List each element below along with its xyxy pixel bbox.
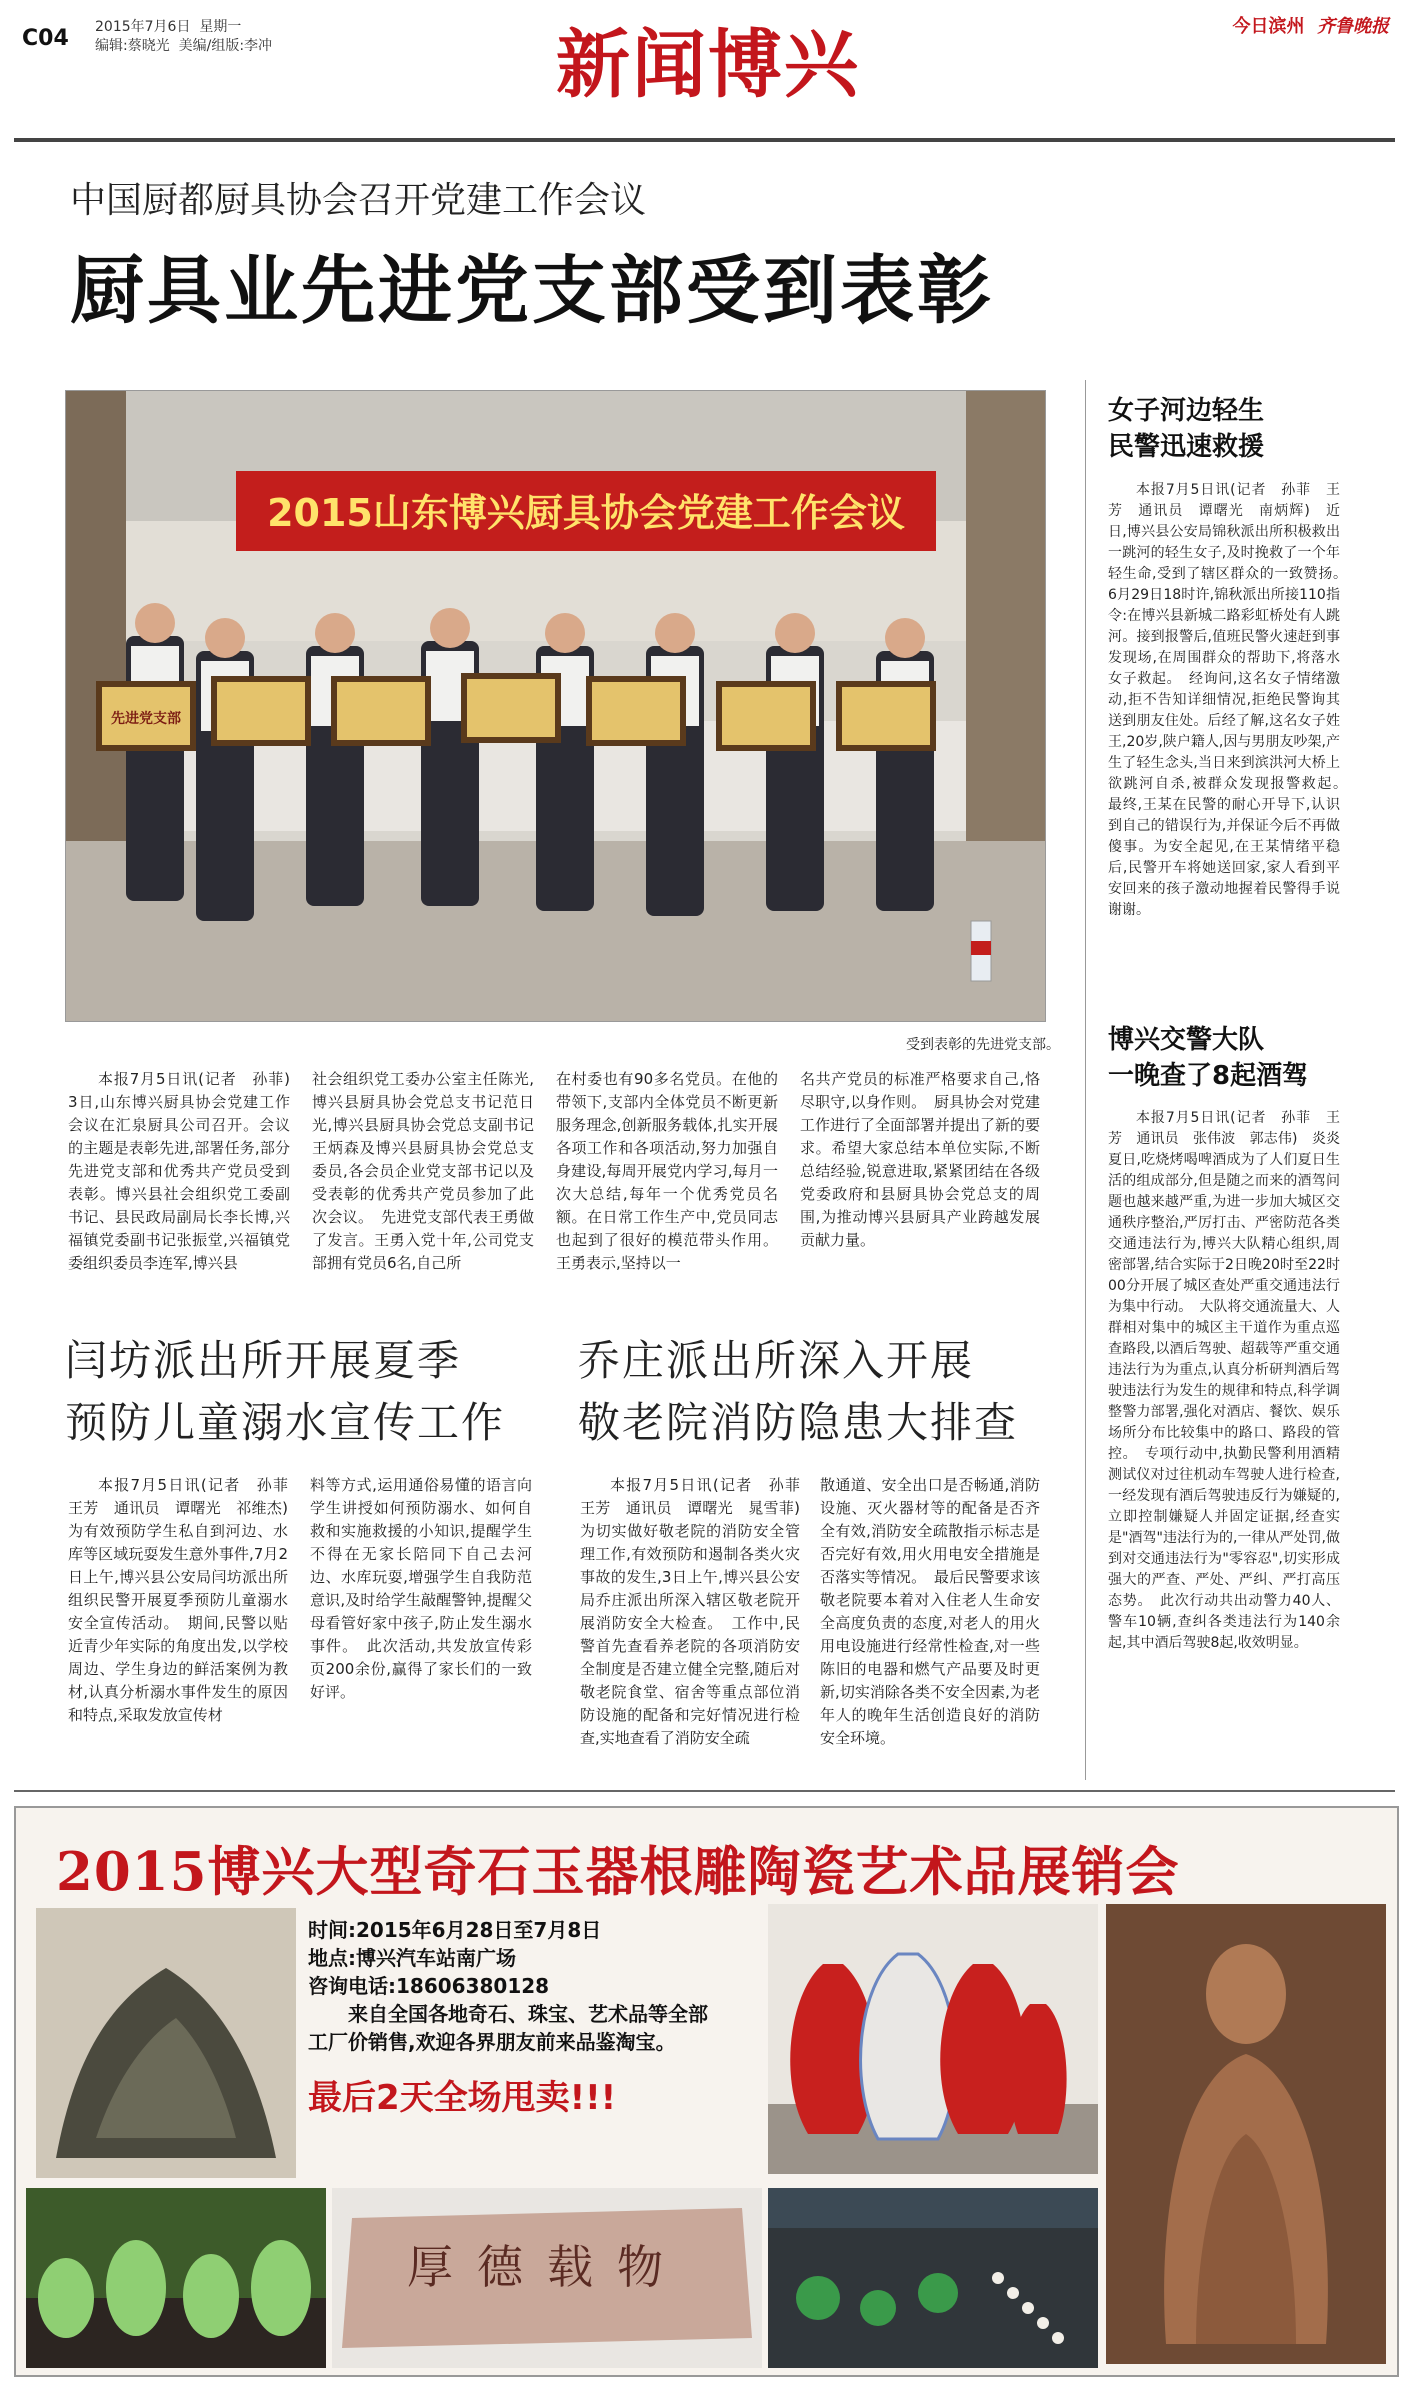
- side2-headline: 博兴交警大队 一晚查了8起酒驾: [1108, 1025, 1309, 1091]
- section-title: 新闻博兴: [556, 22, 860, 108]
- jade-carvings-image: [26, 2188, 326, 2368]
- wood-carving-image: [1106, 1904, 1386, 2364]
- art-editor: 美编/组版:李冲: [178, 38, 273, 54]
- story3-col-1: 本报7月5日讯(记者 孙菲 王芳 通讯员 谭曙光 晁雪菲) 为切实做好敬老院的消防安全管理工作,有效预防和遏制各类火灾事故的发生,3日上午,博兴县公安局乔庄派出所深入辖区敬老院开展消防安全大检查。 工作中,民警首先查看养老院的各项消防安全制度是否建立健全完整,随后对敬老院食堂、宿舍等重点部位消防设施的配备和完好情况进行检查,实地查看了消防安全疏: [580, 1476, 816, 1747]
- story2-col-1: 本报7月5日讯(记者 孙菲 王芳 通讯员 谭曙光 祁维杰) 为有效预防学生私自到河边、水库等区域玩耍发生意外事件,7月2日上午,博兴县公安局闫坊派出所组织民警开展夏季预防儿童溺水安全宣传活动。 期间,民警以贴近青少年实际的角度出发,以学校周边、学生身边的鲜活案例为教材,认真分析溺水事件发生的原因和特点,采取发放宣传材: [68, 1476, 304, 1724]
- ad-rule: [14, 1790, 1395, 1792]
- porcelain-vases-image: [768, 1904, 1098, 2174]
- newspaper-logo: 齐鲁晚报: [1317, 16, 1389, 37]
- story3-headline: 乔庄派出所深入开展 敬老院消防隐患大排查: [578, 1336, 1019, 1447]
- newspaper-brand: [1232, 12, 1389, 38]
- ad-phone: 咨询电话:18606380128: [308, 1974, 550, 1998]
- ad-sale: 最后2天全场甩卖!!!: [308, 2078, 617, 2118]
- photo-caption: 受到表彰的先进党支部。: [906, 1037, 1060, 1053]
- issue-date: 2015年7月6日: [95, 19, 191, 35]
- ad-time: 时间:2015年6月28日至7月8日: [308, 1918, 602, 1942]
- header-rule: [14, 138, 1395, 142]
- story2-headline: 闫坊派出所开展夏季 预防儿童溺水宣传工作: [65, 1336, 506, 1447]
- main-col-1: 本报7月5日讯(记者 孙菲) 3日,山东博兴厨具协会党建工作会议在汇泉厨具公司召开。会议的主题是表彰先进,部署任务,部分先进党支部和优秀共产党员受到表彰。博兴县社会组织党工委副书记、县民政局副局长李长博,兴福镇党委副书记张振堂,兴福镇党委组织委员李连军,博兴县: [68, 1070, 306, 1272]
- ad-line-1: 来自全国各地奇石、珠宝、艺术品等全部: [348, 2002, 708, 2026]
- side1-body: 本报7月5日讯(记者 孙菲 王芳 通讯员 谭曙光 南炳辉) 近日,博兴县公安局锦秋派出所积极救出一跳河的轻生女子,及时挽救了一个年轻生命,受到了辖区群众的一致赞扬。 6月29日18时许,锦秋派出所接110指令:在博兴县新城二路彩虹桥处有人跳河。接到报警后,值班民警火速赶到事发现场,在周围群众的帮助下,将落水女子救起。 经询问,这名女子情绪激动,拒不告知详细情况,拒绝民警询其送到朋友住处。后经了解,这名女子姓王,20岁,陕户籍人,因与男朋友吵架,产生了轻生念头,当日来到滨洪河大桥上欲跳河自杀,被群众发现报警救起。 最终,王某在民警的耐心开导下,认识到自己的错误行为,并保证今后不再做傻事。为安全起见,在王某情绪平稳后,民警开车将她送回家,家人看到平安回来的孩子激动地握着民警得手说谢谢。: [1108, 482, 1354, 918]
- stone-calligraphy: 厚德载物: [407, 2240, 687, 2294]
- main-headline: 厨具业先进党支部受到表彰: [70, 248, 994, 334]
- main-col-3: 在村委也有90多名党员。在他的带领下,支部内全体党员不断更新服务理念,创新服务载体,扎实开展各项工作和各项活动,努力加强自身建设,每周开展党内学习,每月一次大总结,每年一个优秀党员名额。在日常工作生产中,党员同志也起到了很好的模范带头作用。王勇表示,坚持以一: [556, 1070, 778, 1272]
- masthead-meta: [95, 18, 272, 56]
- main-col-2: 社会组织党工委办公室主任陈光,博兴县厨具协会党总支书记范日光,博兴县厨具协会党总支副书记王炳森及博兴县厨具协会党总支委员,各会员企业党支部书记以及受表彰的优秀共产党员参加了此次会议。 先进党支部代表王勇做了发言。王勇入党十年,公司党支部拥有党员6名,自己所: [312, 1070, 534, 1272]
- ad-place: 地点:博兴汽车站南广场: [308, 1946, 516, 1970]
- side1-headline: 女子河边轻生 民警迅速救援: [1108, 396, 1265, 462]
- root-carving-image: [36, 1908, 296, 2178]
- issue-weekday: 星期一: [199, 19, 242, 35]
- ad-title: 2015博兴大型奇石玉器根雕陶瓷艺术品展销会: [56, 1841, 1180, 1903]
- plaque-text: 先进党支部: [111, 711, 181, 727]
- ad-info: [308, 1916, 738, 2056]
- main-photo: [65, 390, 1046, 1022]
- story3-col-2: 散通道、安全出口是否畅通,消防设施、灭火器材等的配备是否齐全有效,消防安全疏散指示标志是否完好有效,用火用电安全措施是否落实等情况。 最后民警要求该敬老院要本着对入住老人生命安全高度负责的态度,对老人的用火用电设施进行经常性检查,对一些陈旧的电器和燃气产品要及时更新,切实消除各类不安全因素,为老年人的晚年生活创造良好的消防安全环境。: [820, 1476, 1040, 1747]
- award-ceremony-photo: [66, 391, 1045, 1021]
- engraved-stone-image: [332, 2188, 762, 2368]
- ad-line-2: 工厂价销售,欢迎各界朋友前来品鉴淘宝。: [308, 2030, 676, 2054]
- side2-body: 本报7月5日讯(记者 孙菲 王芳 通讯员 张伟波 郭志伟) 炎炎夏日,吃烧烤喝啤酒成为了人们夏日生活的组成部分,但是随之而来的酒驾问题也越来越严重,为进一步加大城区交通秩序整治,严厉打击、严密防范各类交通违法行为,博兴大队精心组织,周密部署,结合实际于2日晚20时至22时00分开展了城区查处严重交通违法行为集中行动。 大队将交通流量大、人群相对集中的城区主干道作为重点巡查路段,以酒后驾驶、超载等严重交通违法行为为重点,认真分析研判酒后驾驶违法行为发生的规律和特点,科学调整警力部署,强化对酒店、餐饮、娱乐场所分布比较集中的路口、路段的管控。 专项行动中,执勤民警利用酒精测试仪对过往机动车驾驶人进行检查,一经发现有酒后驾驶违反行为嫌疑的,立即控制嫌疑人并固定证据,经查实是"酒驾"违法行为的,一律从严处罚,做到对交通违法行为"零容忍",切实形成强大的严查、严处、严纠、严打高压态势。 此次行动共出动警力40人、警车10辆,查纠各类违法行为140余起,其中酒后驾驶8起,收效明显。: [1108, 1110, 1340, 1651]
- expo-advertisement: [14, 1806, 1399, 2377]
- photo-banner-text: 2015山东博兴厨具协会党建工作会议: [267, 491, 905, 535]
- jade-jewelry-image: [768, 2188, 1098, 2368]
- story2-col-2: 料等方式,运用通俗易懂的语言向学生讲授如何预防溺水、如何自救和实施救援的小知识,提醒学生不得在无家长陪同下自己去河边、水库玩耍,增强学生自我防范意识,及时给学生敲醒警钟,提醒父母看管好家中孩子,防止发生溺水事件。 此次活动,共发放宣传彩页200余份,赢得了家长们的一致好评。: [310, 1476, 532, 1701]
- editor: 编辑:蔡晓光: [95, 38, 170, 54]
- column-divider: [1085, 380, 1086, 1780]
- main-kicker: 中国厨都厨具协会召开党建工作会议: [70, 180, 647, 221]
- page-number: C04: [22, 26, 69, 51]
- region-name: 今日滨州: [1232, 16, 1305, 37]
- main-col-4: 名共产党员的标准严格要求自己,恪尽职守,以身作则。 厨具协会对党建工作进行了全面部署并提出了新的要求。希望大家总结本单位实际,不断总结经验,锐意进取,紧紧团结在各级党委政府和县厨具协会党总支的周围,为推动博兴县厨具产业跨越发展贡献力量。: [800, 1070, 1041, 1249]
